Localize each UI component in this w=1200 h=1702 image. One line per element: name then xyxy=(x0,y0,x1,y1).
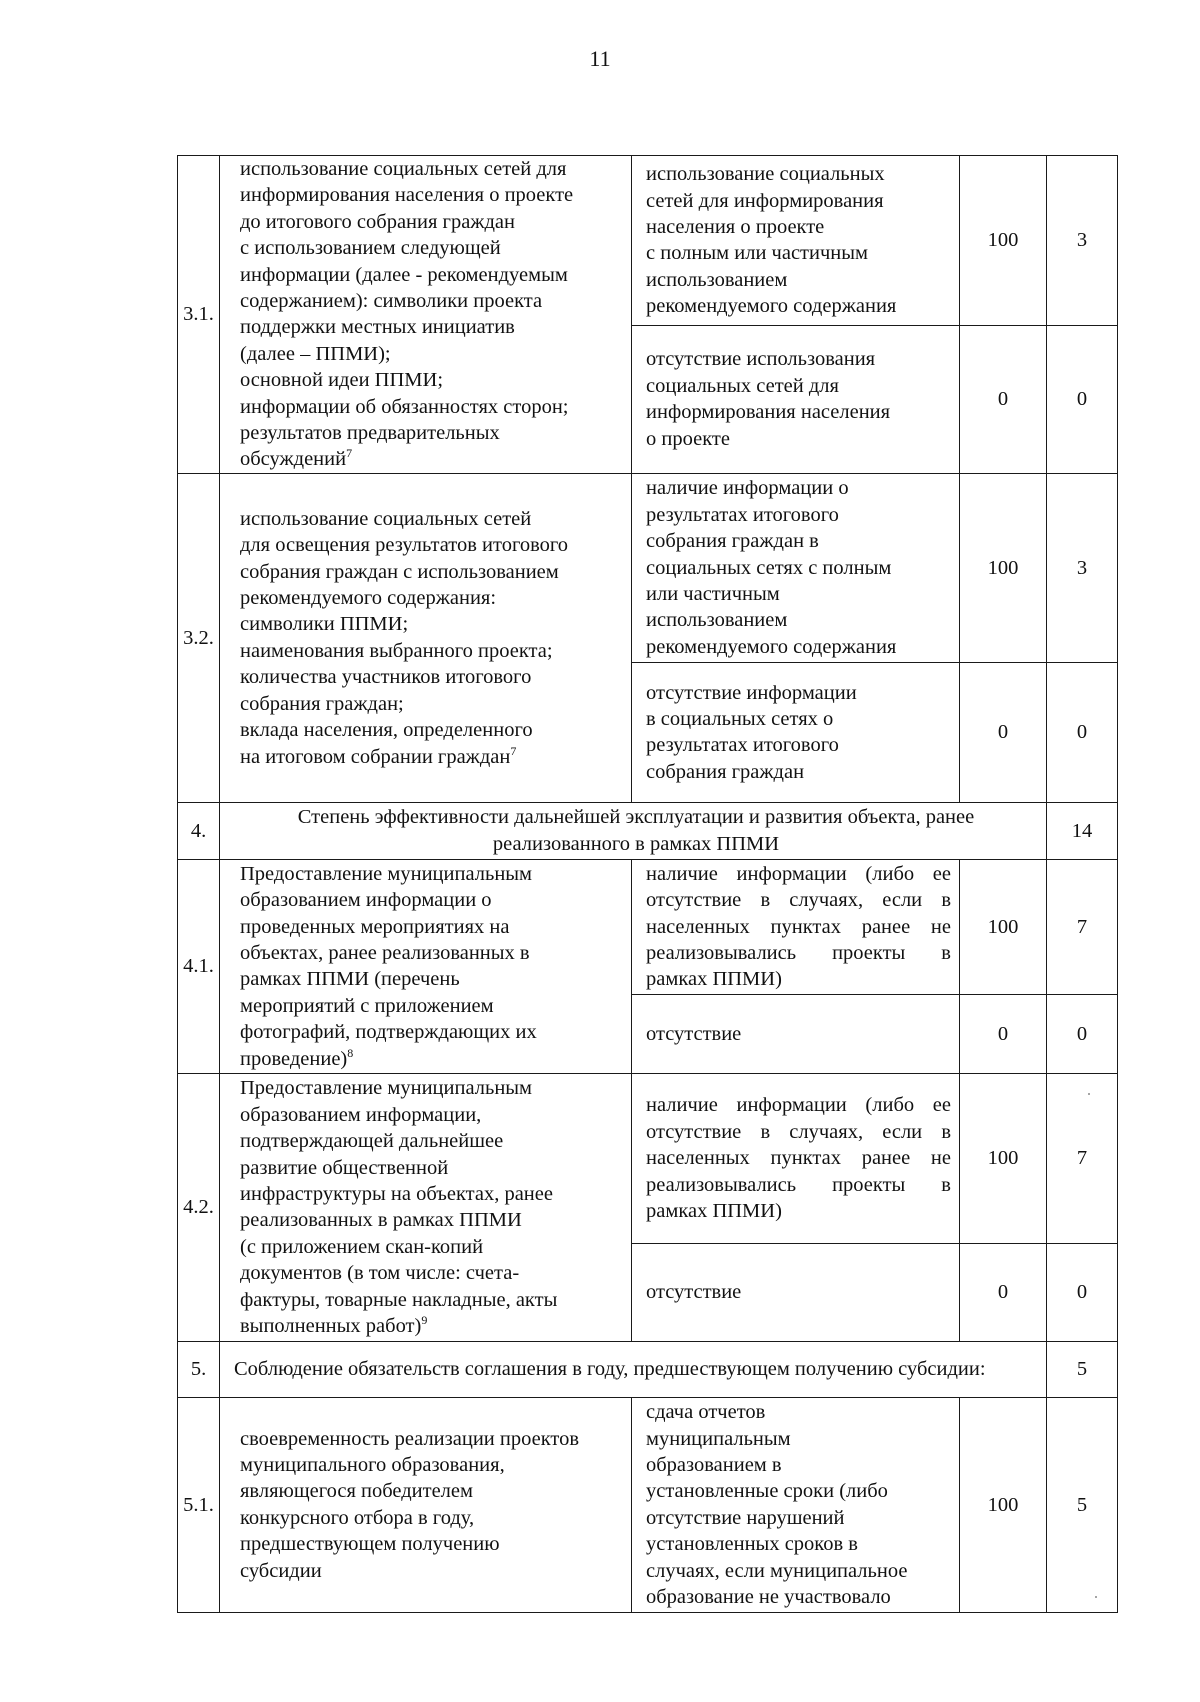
table-row-4 xyxy=(178,802,1118,859)
indicator-value: 100 xyxy=(960,156,1047,326)
points-value: 0 xyxy=(1047,994,1118,1073)
indicator-value: 100 xyxy=(960,473,1047,662)
table-row-3-1-a xyxy=(178,156,1118,326)
points-value: 5 xyxy=(1047,1397,1118,1612)
footnote-ref: 7 xyxy=(510,743,517,758)
table-row-3-2-a xyxy=(178,473,1118,662)
row-number: 4.1. xyxy=(178,859,220,1073)
indicator-value: 0 xyxy=(960,994,1047,1073)
criterion-body: Предоставление муниципальным образованием информации о проведенных мероприятиях на объектах, ранее реализованных в рамках ППМИ (перечень мероприятий с приложением фотографий, подтверждающих их проведение) xyxy=(240,862,537,1070)
indicator-text: отсутствие xyxy=(632,1243,960,1341)
criteria-table xyxy=(177,155,1118,1613)
points-value: 5 xyxy=(1047,1341,1118,1397)
row-number: 3.2. xyxy=(178,473,220,802)
criterion-body: использование социальных сетей для освещения результатов итогового собрания граждан с использованием рекомендуемого содержания: символики ППМИ; наименования выбранного проекта; количества участников итогового собрания граждан; вклада населения, определенного на итоговом собрании граждан xyxy=(240,507,569,768)
row-number: 5.1. xyxy=(178,1397,220,1612)
section-title: Соблюдение обязательств соглашения в году, предшествующем получению субсидии: xyxy=(220,1341,1047,1397)
indicator-text: сдача отчетов муниципальным образованием в установленные сроки (либо отсутствие нарушений установленных сроков в случаях, если муниципальное образование не участвовало xyxy=(632,1397,960,1612)
criterion-text xyxy=(220,1073,632,1341)
page-number: 11 xyxy=(589,46,611,71)
indicator-value: 100 xyxy=(960,1397,1047,1612)
row-number: 5. xyxy=(178,1341,220,1397)
scan-speck xyxy=(1095,1596,1097,1598)
indicator-text: отсутствие использования социальных сетей для информирования населения о проекте xyxy=(632,325,960,473)
section-title-line-1: Степень эффективности дальнейшей эксплуатации и развития объекта, ранее xyxy=(297,806,975,829)
indicator-value: 0 xyxy=(960,1243,1047,1341)
footnote-ref: 8 xyxy=(347,1045,354,1060)
indicator-value: 0 xyxy=(960,325,1047,473)
table-row-4-1-a xyxy=(178,859,1118,994)
points-value: 0 xyxy=(1047,662,1118,802)
indicator-value: 0 xyxy=(960,662,1047,802)
indicator-text: отсутствие информации в социальных сетях о результатах итогового собрания граждан xyxy=(632,662,960,802)
points-value: 3 xyxy=(1047,473,1118,662)
indicator-text: наличие информации (либо ее отсутствие в случаях, если в населенных пунктах ранее не реализовывались проекты в рамках ППМИ) xyxy=(632,1073,960,1243)
scan-speck xyxy=(1088,1093,1090,1095)
criterion-text xyxy=(220,859,632,1073)
row-number: 4. xyxy=(178,802,220,859)
points-value: 0 xyxy=(1047,325,1118,473)
table-row-5-1 xyxy=(178,1397,1118,1612)
footnote-ref: 9 xyxy=(421,1313,428,1328)
indicator-value: 100 xyxy=(960,859,1047,994)
points-value: 7 xyxy=(1047,1073,1118,1243)
criterion-text: своевременность реализации проектов муниципального образования, являющегося победителем конкурсного отбора в году, предшествующем получению субсидии xyxy=(220,1397,632,1612)
section-title xyxy=(220,802,1047,859)
criterion-text xyxy=(220,156,632,474)
points-value: 0 xyxy=(1047,1243,1118,1341)
criterion-body: использование социальных сетей для информирования населения о проекте до итогового собрания граждан с использованием следующей информации (далее - рекомендуемым содержанием): символики проекта поддержки местных инициатив (далее – ППМИ); основной идеи ППМИ; информации об обязанностях сторон; результатов предварительных обсуждений xyxy=(240,158,574,471)
row-number: 4.2. xyxy=(178,1073,220,1341)
indicator-text: наличие информации (либо ее отсутствие в случаях, если в населенных пунктах ранее не реализовывались проекты в рамках ППМИ) xyxy=(632,859,960,994)
indicator-text: отсутствие xyxy=(632,994,960,1073)
section-title-line-2: реализованного в рамках ППМИ xyxy=(492,832,780,855)
table-row-5 xyxy=(178,1341,1118,1397)
indicator-value: 100 xyxy=(960,1073,1047,1243)
table-row-4-2-a xyxy=(178,1073,1118,1243)
row-number: 3.1. xyxy=(178,156,220,474)
indicator-text: использование социальных сетей для информирования населения о проекте с полным или частичным использованием рекомендуемого содержания xyxy=(632,156,960,326)
criterion-text xyxy=(220,473,632,802)
points-value: 3 xyxy=(1047,156,1118,326)
points-value: 7 xyxy=(1047,859,1118,994)
footnote-ref: 7 xyxy=(346,446,353,461)
indicator-text: наличие информации о результатах итогового собрания граждан в социальных сетях с полным или частичным использованием рекомендуемого содержания xyxy=(632,473,960,662)
criterion-body: Предоставление муниципальным образованием информации, подтверждающей дальнейшее развитие общественной инфраструктуры на объектах, ранее реализованных в рамках ППМИ (с приложением скан-копий документов (в том числе: счета- фактуры, товарные накладные, акты выполненных работ) xyxy=(240,1077,558,1337)
points-value: 14 xyxy=(1047,802,1118,859)
